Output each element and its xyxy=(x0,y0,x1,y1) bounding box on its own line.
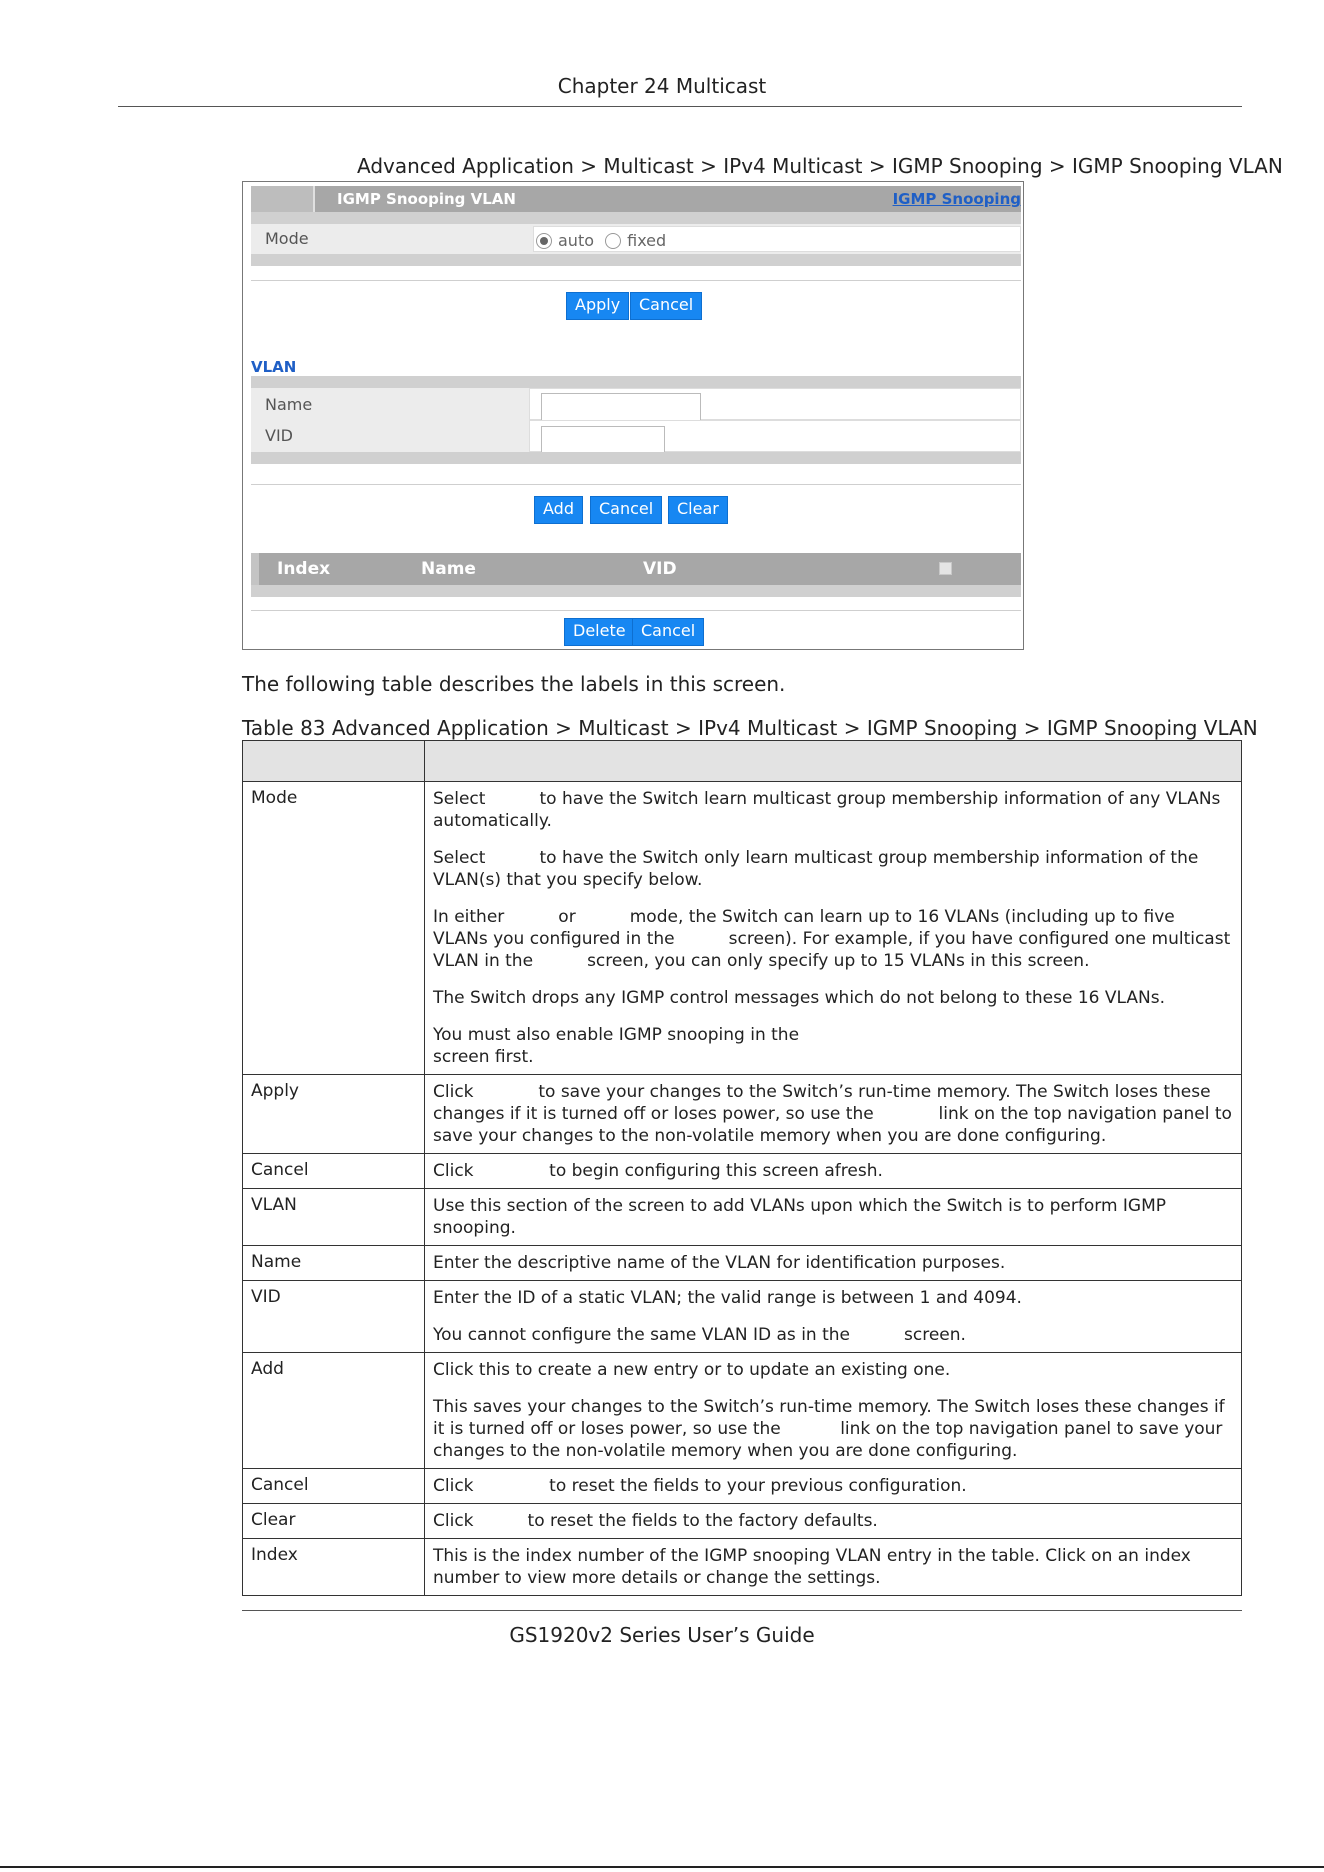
table-row xyxy=(243,1504,1242,1539)
description-paragraph: This saves your changes to the Switch’s run-time memory. The Switch loses these changes if it is turned off or loses power, so use the link on the top navigation panel to save your changes to the non-volatile memory when you are done configuring. xyxy=(433,1397,1231,1461)
mode-label: Mode xyxy=(265,229,309,248)
strip xyxy=(251,452,1021,464)
col-vid: VID xyxy=(643,559,677,579)
title-tab-separator xyxy=(313,186,315,212)
footer-rule xyxy=(242,1610,1242,1611)
strip xyxy=(251,254,1021,266)
vlan-cancel-button[interactable]: Cancel xyxy=(590,496,662,524)
description-paragraph: You cannot configure the same VLAN ID as in the screen. xyxy=(433,1325,966,1345)
description-paragraph: This is the index number of the IGMP snooping VLAN entry in the table. Click on an index number to view more details or change the settings. xyxy=(433,1546,1197,1588)
description-paragraph: In either or mode, the Switch can learn up to 16 VLANs (including up to five VLANs you configured in the screen). For example, if you have configured one multicast VLAN in the screen, you can only specify up to 15 VLANs in this screen. xyxy=(433,907,1236,971)
table-row xyxy=(243,1281,1242,1353)
table-cancel-button[interactable]: Cancel xyxy=(632,618,704,646)
vlan-section-label: VLAN xyxy=(251,358,297,376)
delete-button[interactable]: Delete xyxy=(564,618,635,646)
header-cell xyxy=(425,741,1242,782)
mode-fixed-radio[interactable] xyxy=(605,233,621,249)
description-paragraph: The Switch drops any IGMP control messages which do not belong to these 16 VLANs. xyxy=(433,988,1165,1008)
description-paragraph: Click to reset the fields to the factory defaults. xyxy=(433,1511,878,1531)
vid-label: VID xyxy=(265,426,293,445)
table-row xyxy=(243,1469,1242,1504)
row-description xyxy=(425,1189,1242,1246)
panel-title-bar xyxy=(251,186,1021,212)
panel-title: IGMP Snooping VLAN xyxy=(337,190,516,208)
igmp-snooping-link[interactable]: IGMP Snooping xyxy=(892,190,1021,208)
igmp-snooping-vlan-panel xyxy=(242,181,1024,650)
name-label: Name xyxy=(265,395,313,414)
header-rule xyxy=(118,106,1242,107)
description-paragraph: Select to have the Switch only learn multicast group membership information of the VLAN(s) that you specify below. xyxy=(433,848,1204,890)
name-input[interactable] xyxy=(541,393,701,423)
row-label: Name xyxy=(243,1246,425,1281)
strip xyxy=(251,585,1021,597)
table-row xyxy=(243,1075,1242,1154)
divider xyxy=(251,280,1021,281)
divider xyxy=(251,610,1021,611)
apply-button[interactable]: Apply xyxy=(566,292,629,320)
table-caption: Table 83 Advanced Application > Multicast > IPv4 Multicast > IGMP Snooping > IGMP Snooping VLAN xyxy=(242,716,1258,740)
mode-value-cell xyxy=(533,226,1021,252)
label-description-table xyxy=(242,740,1242,1596)
row-label: Index xyxy=(243,1539,425,1596)
row-label: Cancel xyxy=(243,1154,425,1189)
description-paragraph: Click to save your changes to the Switch’s run-time memory. The Switch loses these changes if it is turned off or loses power, so use the link on the top navigation panel to save your changes to the non-volatile memory when you are done configuring. xyxy=(433,1082,1238,1146)
row-description xyxy=(425,1504,1242,1539)
description-paragraph: Click to reset the fields to your previous configuration. xyxy=(433,1476,967,1496)
description-paragraph: Select to have the Switch learn multicast group membership information of any VLANs automatically. xyxy=(433,789,1226,831)
description-paragraph: Use this section of the screen to add VLANs upon which the Switch is to perform IGMP snooping. xyxy=(433,1196,1172,1238)
intro-text: The following table describes the labels in this screen. xyxy=(242,672,786,696)
mode-auto-radio[interactable] xyxy=(536,233,552,249)
vlan-table-header xyxy=(251,553,1021,585)
row-label: Clear xyxy=(243,1504,425,1539)
row-description xyxy=(425,1281,1242,1353)
row-description xyxy=(425,1539,1242,1596)
row-label: Apply xyxy=(243,1075,425,1154)
select-all-checkbox[interactable] xyxy=(939,562,952,575)
row-description xyxy=(425,1154,1242,1189)
row-label: VID xyxy=(243,1281,425,1353)
col-index: Index xyxy=(277,559,331,579)
cancel-button[interactable]: Cancel xyxy=(630,292,702,320)
description-paragraph: Enter the descriptive name of the VLAN for identification purposes. xyxy=(433,1253,1006,1273)
description-paragraph: Click to begin configuring this screen afresh. xyxy=(433,1161,883,1181)
description-paragraph: Click this to create a new entry or to update an existing one. xyxy=(433,1360,951,1380)
strip xyxy=(251,376,1021,388)
bottom-edge-line xyxy=(0,1866,1324,1868)
row-description xyxy=(425,1075,1242,1154)
row-description xyxy=(425,1353,1242,1469)
row-label: Cancel xyxy=(243,1469,425,1504)
row-description xyxy=(425,1246,1242,1281)
table-row xyxy=(243,782,1242,1075)
mode-auto-label: auto xyxy=(558,231,595,250)
title-tab-notch xyxy=(251,186,313,212)
row-label: Add xyxy=(243,1353,425,1469)
add-button[interactable]: Add xyxy=(534,496,583,524)
header-notch xyxy=(251,553,259,585)
row-label: VLAN xyxy=(243,1189,425,1246)
table-row xyxy=(243,1246,1242,1281)
table-row xyxy=(243,1353,1242,1469)
row-description xyxy=(425,782,1242,1075)
clear-button[interactable]: Clear xyxy=(668,496,728,524)
col-name: Name xyxy=(421,559,476,579)
table-row xyxy=(243,1189,1242,1246)
page-footer: GS1920v2 Series User’s Guide xyxy=(509,1623,815,1647)
divider xyxy=(251,484,1021,485)
strip xyxy=(251,212,1021,224)
table-header-row xyxy=(243,741,1242,782)
table-row xyxy=(243,1154,1242,1189)
description-paragraph: Enter the ID of a static VLAN; the valid range is between 1 and 4094. xyxy=(433,1288,1022,1308)
description-paragraph: You must also enable IGMP snooping in the screen first. xyxy=(433,1025,1216,1067)
row-label: Mode xyxy=(243,782,425,1075)
header-cell xyxy=(243,741,425,782)
table-row xyxy=(243,1539,1242,1596)
figure-caption: Advanced Application > Multicast > IPv4 Multicast > IGMP Snooping > IGMP Snooping VLAN xyxy=(357,154,1283,178)
mode-row xyxy=(251,224,1021,254)
page-header: Chapter 24 Multicast xyxy=(557,74,767,98)
row-description xyxy=(425,1469,1242,1504)
mode-fixed-label: fixed xyxy=(627,231,667,250)
